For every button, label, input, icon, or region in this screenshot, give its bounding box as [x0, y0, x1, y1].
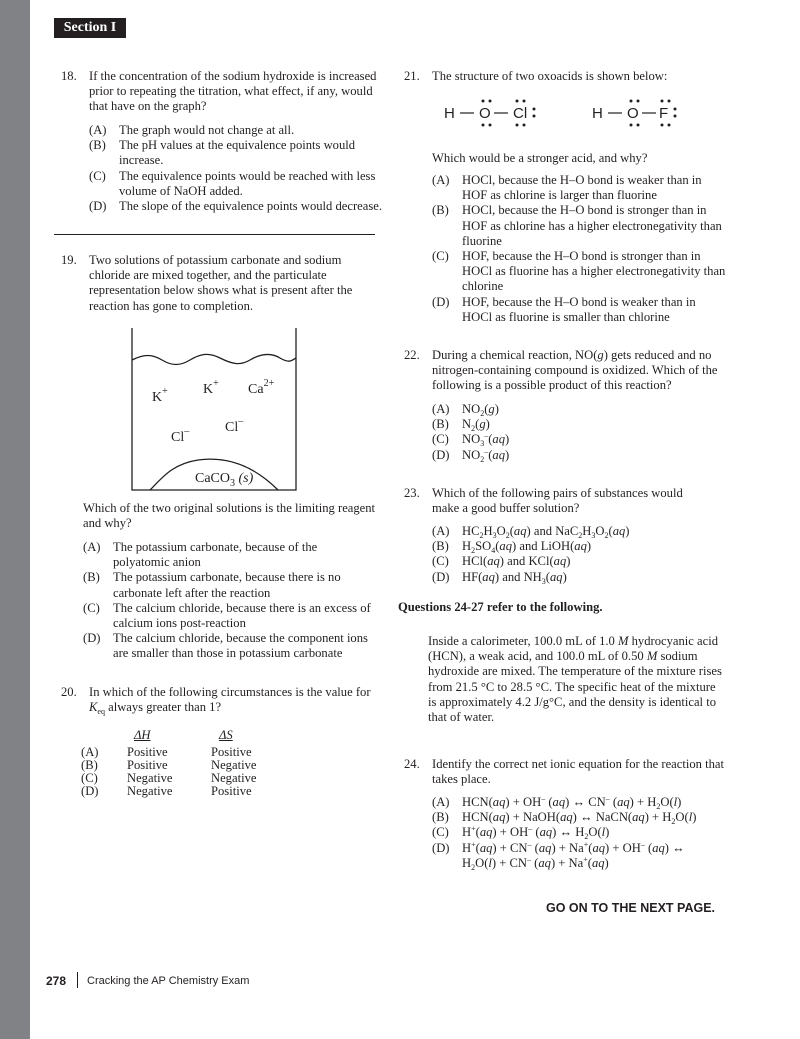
question-number: 22.	[404, 348, 420, 362]
choice-c[interactable]: (C) The calcium chloride, because there is an excess of calcium ions post-reaction	[83, 600, 371, 631]
question-number: 19.	[61, 253, 77, 267]
choice-a[interactable]: (A) The graph would not change at all.	[89, 123, 295, 137]
ion-k2: K+	[203, 378, 219, 397]
question-stem: During a chemical reaction, NO(g) gets reduced and no nitrogen-containing compound is oxidized. Which of the following is a possible product of this reaction?	[432, 348, 718, 393]
choice-d[interactable]: (D) $NO_2^-(aq)$	[432, 446, 510, 464]
question-number: 20.	[61, 685, 77, 699]
answer-choices	[83, 540, 375, 662]
choice-c[interactable]: (C) HCl(aq) and KCl(aq)	[432, 554, 571, 569]
choice-a[interactable]: (A) The potassium carbonate, because of the polyatomic anion	[83, 540, 318, 570]
table-row-b[interactable]: (B) Positive Negative	[81, 758, 257, 772]
question-stem: Two solutions of potassium carbonate and sodium chloride are mixed together, and the particulate representation below shows what is present after the reaction has gone to completion.	[89, 253, 353, 313]
choice-b[interactable]: (B) $N_2(g)$	[432, 417, 490, 434]
choice-d[interactable]: (D) H+(aq) + CN– (aq) + Na+(aq) + OH– (aq) ↔ $H_2O(l) + CN^-$ (aq) + Na+(aq)	[432, 839, 685, 872]
precipitate-label: CaCO$_3$ (s)	[195, 471, 254, 489]
svg-text:O: O	[479, 105, 491, 122]
choice-b[interactable]: (B) HOCl, because the H–O bond is stronger than in HOF as chlorine has a higher electronegativity than fluorine	[432, 203, 722, 248]
divider-rule	[54, 234, 375, 235]
choice-c[interactable]: (C) H+(aq) + OH– (aq) ↔ $H_2O(l)$	[432, 824, 610, 842]
choice-b[interactable]: (B) The potassium carbonate, because there is no carbonate left after the reaction	[83, 570, 341, 600]
svg-text:H: H	[592, 105, 603, 122]
lewis-structures	[442, 97, 702, 133]
choice-c[interactable]: (C) $NO_3^-(aq)$	[432, 431, 510, 449]
svg-text:F: F	[659, 105, 669, 122]
particulate-diagram	[128, 326, 308, 496]
question-number: 21.	[404, 69, 420, 83]
table-header	[89, 728, 369, 741]
answer-choices	[432, 524, 732, 585]
choice-d[interactable]: (D) The slope of the equivalence points would decrease.	[89, 199, 382, 214]
question-21-prompt: Which would be a stronger acid, and why?	[432, 151, 648, 165]
water-surface	[132, 354, 296, 364]
choice-b[interactable]: (B) HCN(aq) + NaOH(aq) ↔ NaCN(aq) + $H_2O(l)$	[432, 810, 697, 827]
beaker-outline	[132, 328, 296, 490]
choice-d[interactable]: (D) HF(aq) and $NH_3(aq)$	[432, 569, 567, 586]
section-label: Section I	[54, 18, 126, 38]
header-delta-s: ΔS	[219, 728, 233, 742]
ion-cl2: Cl–	[225, 416, 244, 435]
header-delta-h: ΔH	[134, 728, 151, 742]
book-title: Cracking the AP Chemistry Exam	[87, 975, 250, 987]
choice-a[interactable]: (A) $HC_2H_3O_2(aq)$ and $NaC_2H_3O_2(aq)$	[432, 524, 630, 540]
passage-text: Inside a calorimeter, 100.0 mL of 1.0 M hydrocyanic acid (HCN), a weak acid, and 100.0 mL of 0.50 M sodium hydroxide are mixed. The temperature of the mixture rises from 21.5 °C to 28.5 °C. The specific heat of the mixture is approximately 4.2 J/g°C, and the density is identical to that of water.	[428, 634, 722, 725]
question-number: 18.	[61, 69, 77, 83]
footer-divider	[77, 972, 78, 988]
ion-ca: $Ca^{2+}$	[248, 378, 275, 397]
question-stem: If the concentration of the sodium hydroxide is increased prior to repeating the titration, what effect, if any, would that have on the graph?	[89, 69, 377, 114]
choice-c[interactable]: (C) HOF, because the H–O bond is stronger than in HOCl as fluorine has a higher electronegativity than chlorine	[432, 249, 726, 294]
go-on-notice: GO ON TO THE NEXT PAGE.	[546, 901, 716, 915]
choice-d[interactable]: (D) HOF, because the H–O bond is weaker than in HOCl as fluorine is smaller than chlorine	[432, 294, 696, 324]
svg-text:Cl: Cl	[513, 105, 528, 122]
ion-k1: K+	[152, 386, 168, 405]
question-19-prompt: Which of the two original solutions is the limiting reagent and why?	[83, 501, 376, 531]
question-number: 23.	[404, 486, 420, 500]
page-edge-bar	[0, 0, 30, 1039]
choice-a[interactable]: (A) HCN(aq) + OH– (aq) ↔ CN– $(aq) + H_2O(l)$	[432, 794, 682, 811]
svg-text:H: H	[444, 105, 455, 122]
choice-b[interactable]: (B) The pH values at the equivalence points would increase.	[89, 138, 356, 168]
answer-choices	[89, 123, 389, 214]
question-stem: The structure of two oxoacids is shown below:	[432, 69, 668, 83]
answer-choices	[432, 402, 732, 463]
ion-cl1: Cl–	[171, 426, 190, 445]
question-number: 24.	[404, 757, 420, 771]
page-number: 278	[46, 974, 67, 988]
choice-a[interactable]: (A) HOCl, because the H–O bond is weaker than in HOF as chlorine is larger than fluorine	[432, 173, 702, 203]
choice-c[interactable]: (C) The equivalence points would be reached with less volume of NaOH added.	[89, 168, 376, 198]
passage-heading: Questions 24-27 refer to the following.	[398, 600, 603, 614]
table-row-d[interactable]: (D) Negative Positive	[81, 784, 252, 798]
choice-d[interactable]: (D) The calcium chloride, because the component ions are smaller than those in potassium carbonate	[83, 631, 368, 661]
choice-b[interactable]: (B) $H_2SO_4(aq)$ and LiOH(aq)	[432, 539, 592, 556]
table-row-c[interactable]: (C) Negative Negative	[81, 771, 257, 785]
question-stem: In which of the following circumstances is the value for $K_{eq}$ always greater than 1?	[89, 685, 371, 717]
choice-a[interactable]: (A) $NO_2(g)$	[432, 402, 499, 418]
question-stem: Identify the correct net ionic equation for the reaction that takes place.	[432, 757, 724, 787]
question-stem: Which of the following pairs of substances would make a good buffer solution?	[432, 486, 683, 516]
answer-choices	[432, 795, 732, 871]
table-row-a[interactable]: (A) Positive Positive	[81, 745, 252, 759]
answer-choices	[432, 173, 728, 325]
svg-text:O: O	[627, 105, 639, 122]
